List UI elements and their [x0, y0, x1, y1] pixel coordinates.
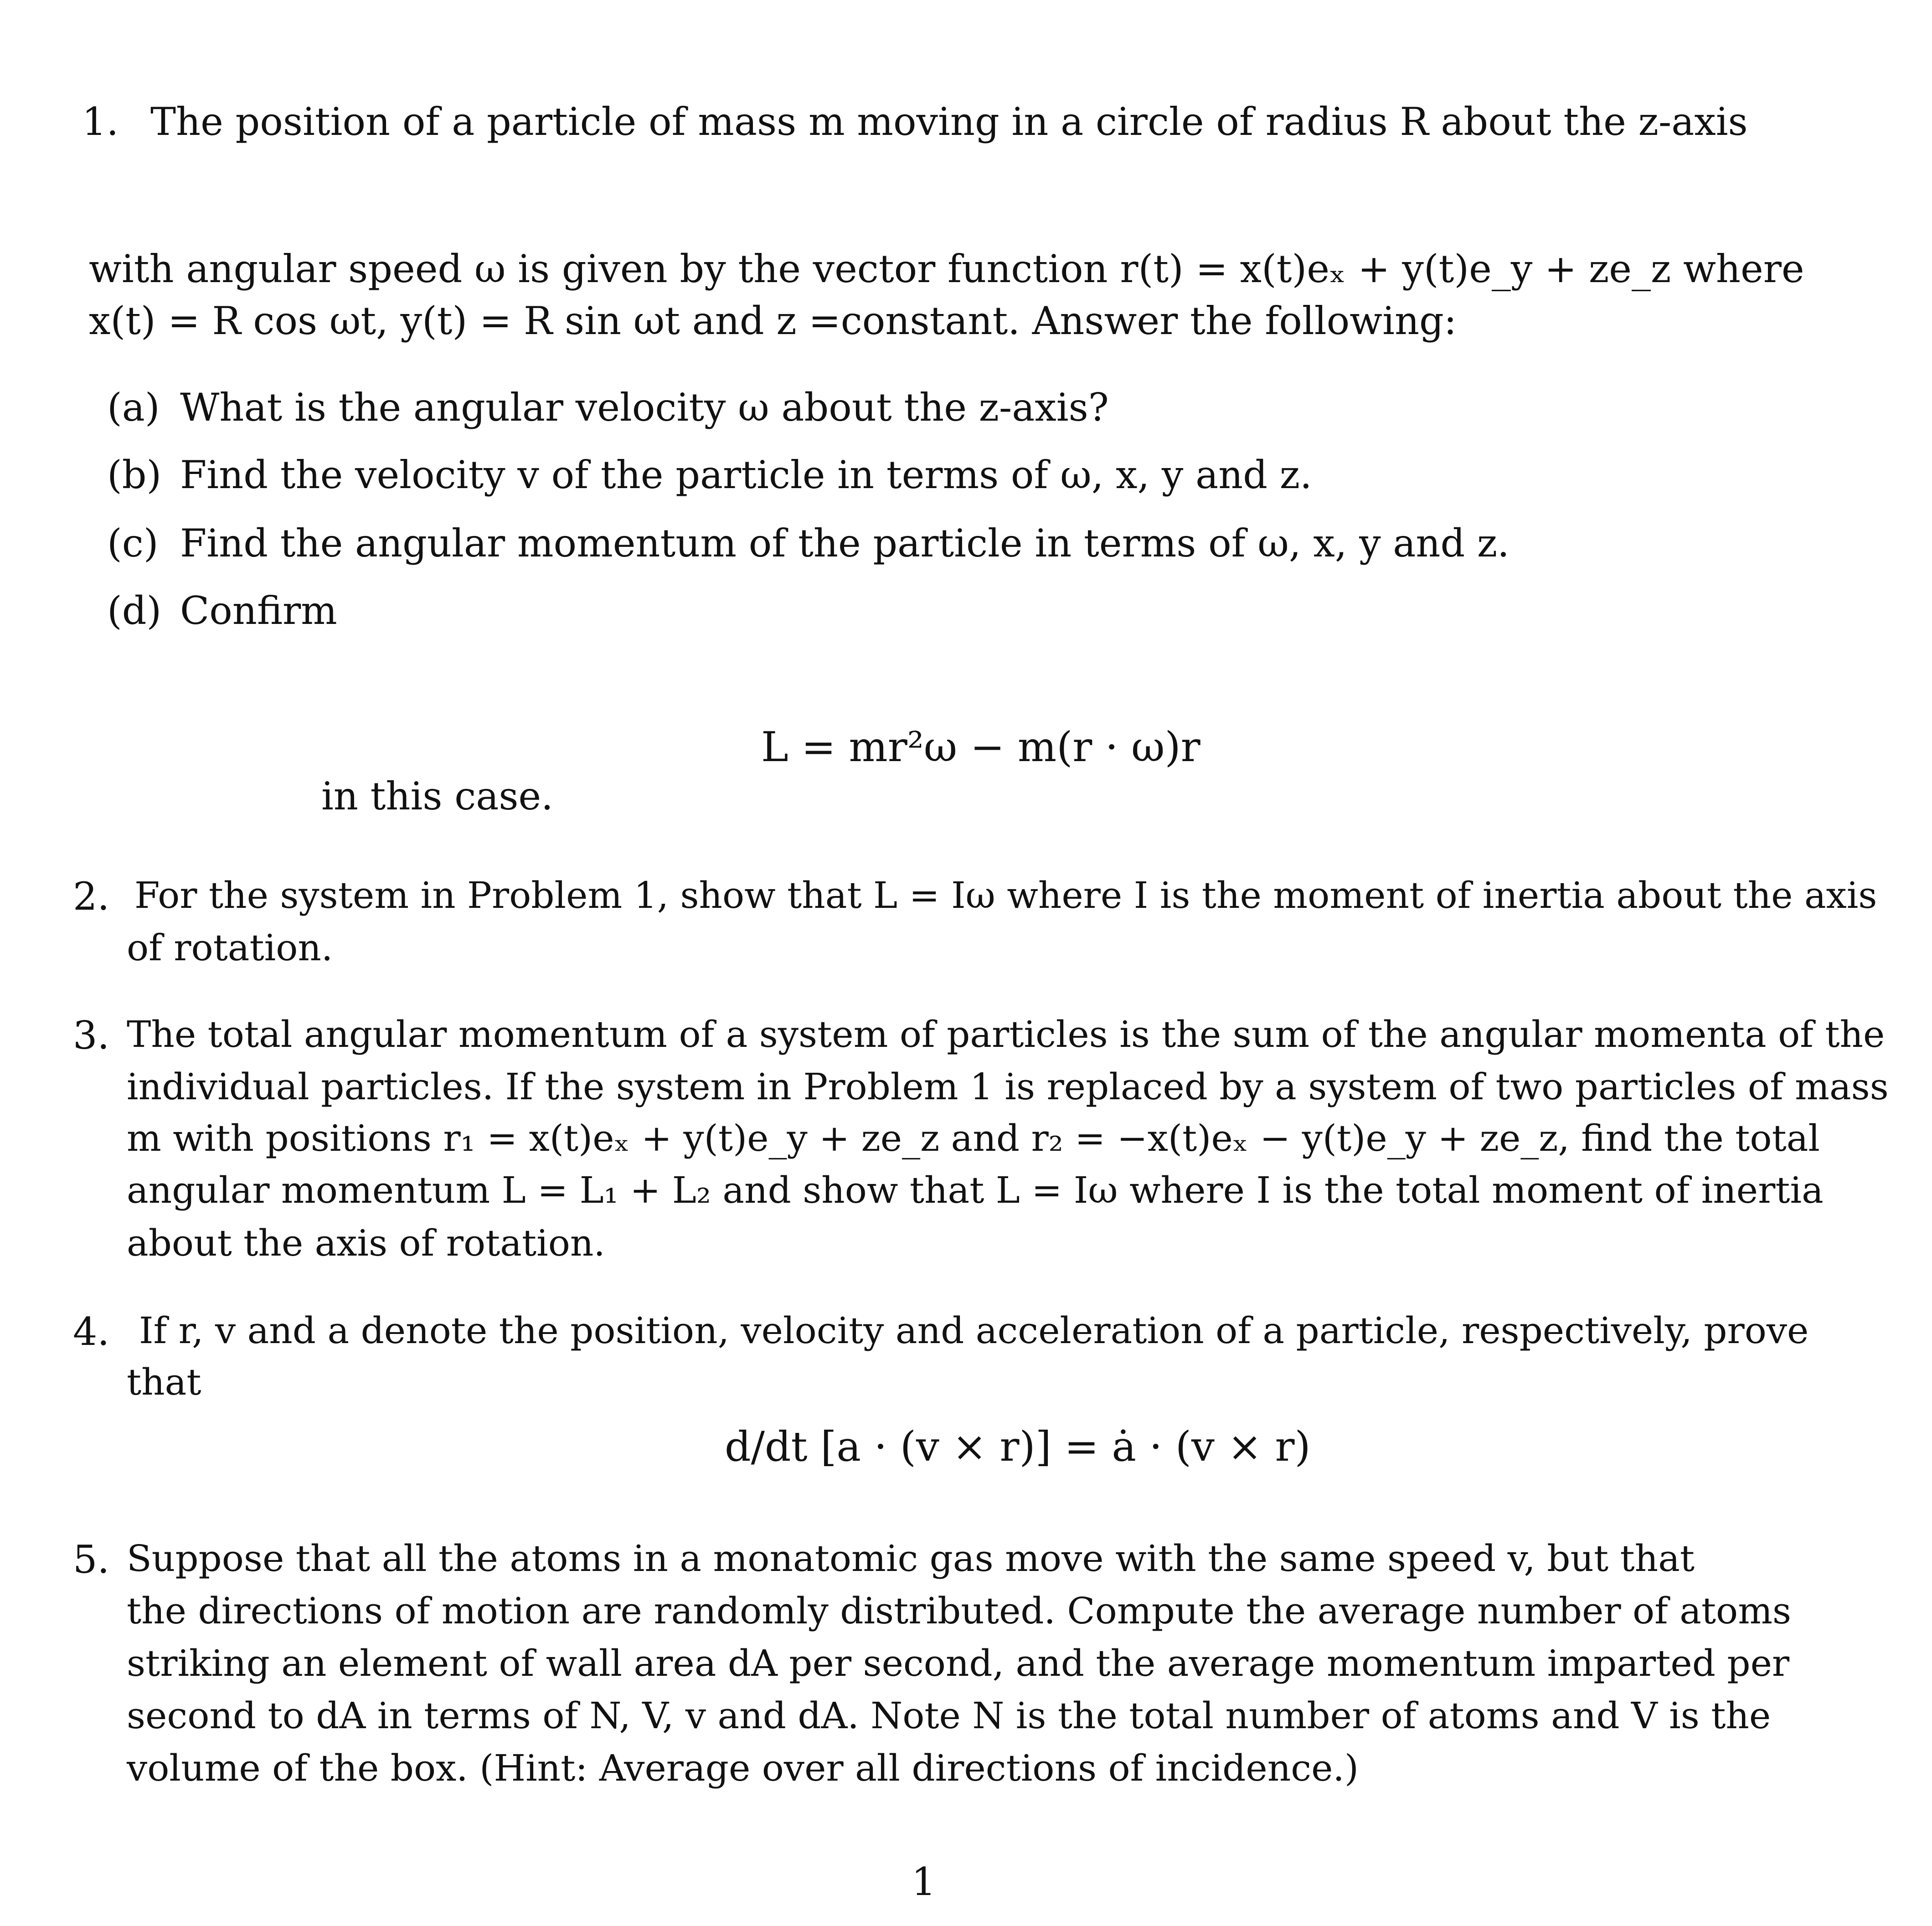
- problem-2-line-2: of rotation.: [127, 927, 333, 969]
- problem-5-line-4: second to dA in terms of N, V, v and dA. Note N is the total number of atoms and V is the: [127, 1694, 1771, 1737]
- part-b-label: (b): [107, 453, 162, 497]
- problem-5-line-5: volume of the box. (Hint: Average over all directions of incidence.): [127, 1747, 1359, 1789]
- problem-3-line-2: individual particles. If the system in Problem 1 is replaced by a system of two particles of mass: [127, 1066, 1889, 1108]
- problem-4-line-2: that: [127, 1361, 201, 1403]
- problem-5-number: 5.: [73, 1537, 110, 1582]
- problem-3-line-4: angular momentum L = L₁ + L₂ and show that L = Iω where I is the total moment of inertia: [127, 1169, 1824, 1211]
- angular-momentum-equation: L = mr²ω − m(r · ω)r: [761, 723, 1200, 771]
- part-a-text: What is the angular velocity ω about the z-axis?: [180, 385, 1109, 430]
- part-a-label: (a): [107, 385, 160, 430]
- problem-1-after-equation: in this case.: [321, 774, 553, 819]
- problem-4-number: 4.: [73, 1309, 110, 1354]
- problem-2-line-1: For the system in Problem 1, show that L = Iω where I is the moment of inertia about the axis: [134, 874, 1877, 917]
- problem-1-number: 1.: [82, 99, 119, 144]
- problem-3-line-3: m with positions r₁ = x(t)eₓ + y(t)e_y + ze_z and r₂ = −x(t)eₓ − y(t)e_y + ze_z, find the total: [127, 1117, 1820, 1159]
- problem-2-number: 2.: [73, 874, 110, 919]
- problem-5-line-1: Suppose that all the atoms in a monatomic gas move with the same speed v, but that: [127, 1537, 1695, 1580]
- problem-1-line-2: with angular speed ω is given by the vector function r(t) = x(t)eₓ + y(t)e_y + ze_z where: [89, 247, 1804, 291]
- problem-3-line-1: The total angular momentum of a system of particles is the sum of the angular momenta of the: [127, 1013, 1885, 1056]
- problem-1-line-3: x(t) = R cos ωt, y(t) = R sin ωt and z =constant. Answer the following:: [89, 299, 1457, 343]
- page-number: 1: [912, 1859, 936, 1904]
- derivative-equation: d/dt [a · (v × r)] = ȧ · (v × r): [725, 1423, 1311, 1471]
- part-d-text: Confirm: [180, 588, 337, 633]
- part-c-label: (c): [107, 521, 159, 566]
- problem-4-line-1: If r, v and a denote the position, velocity and acceleration of a particle, respectively, prove: [139, 1309, 1809, 1352]
- part-d-label: (d): [107, 588, 162, 633]
- part-b-text: Find the velocity v of the particle in terms of ω, x, y and z.: [180, 453, 1312, 497]
- problem-5-line-2: the directions of motion are randomly distributed. Compute the average number of atoms: [127, 1590, 1792, 1632]
- problem-3-number: 3.: [73, 1013, 110, 1058]
- problem-1-intro: The position of a particle of mass m moving in a circle of radius R about the z-axis: [150, 99, 1748, 144]
- problem-5-line-3: striking an element of wall area dA per second, and the average momentum imparted per: [127, 1642, 1790, 1684]
- problem-3-line-5: about the axis of rotation.: [127, 1222, 605, 1264]
- part-c-text: Find the angular momentum of the particle in terms of ω, x, y and z.: [180, 521, 1510, 566]
